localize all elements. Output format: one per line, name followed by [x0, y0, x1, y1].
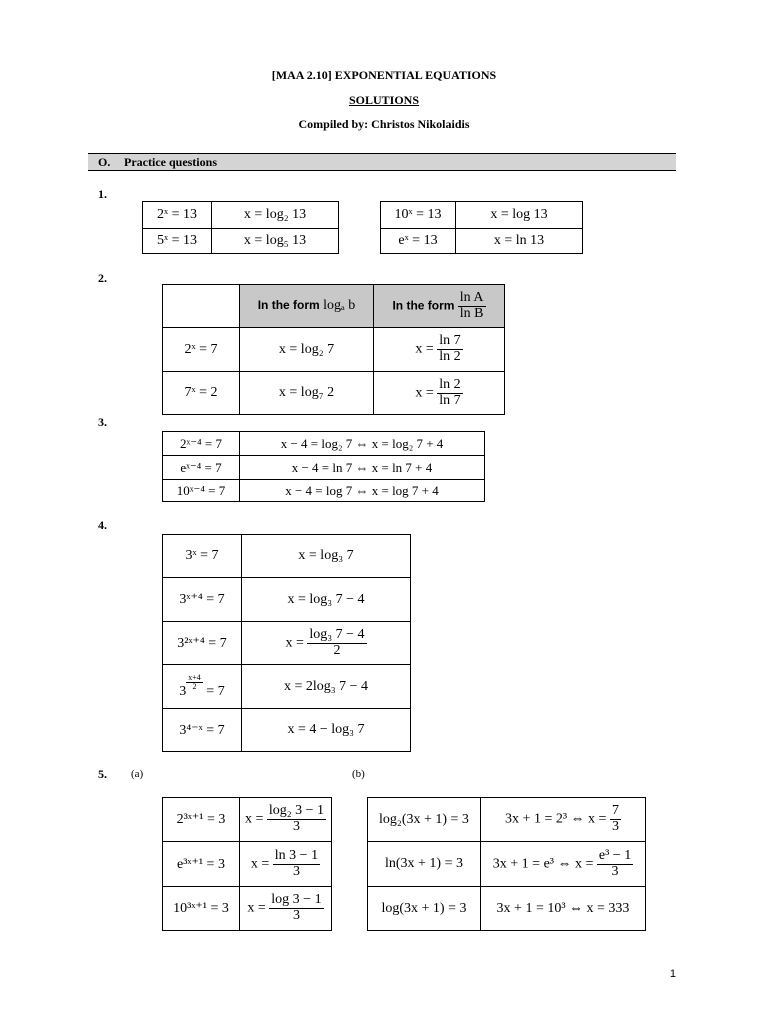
table-row — [163, 622, 411, 665]
equation-cell: eˣ⁻⁴ = 7 — [163, 456, 240, 480]
table-row — [163, 456, 485, 480]
solution-cell: x = log₂ 13 — [212, 202, 339, 229]
empty-header-cell — [163, 285, 240, 328]
question-number-2: 2. — [98, 271, 107, 285]
header-log-form-label: In the form — [257, 298, 320, 312]
solution-fraction-cell — [240, 842, 332, 887]
table-row — [163, 480, 485, 502]
table-row — [368, 842, 646, 887]
fraction-lhs: x = — [250, 856, 270, 872]
page-number: 1 — [669, 968, 676, 980]
solution-cell: x − 4 = log 7 ⇔ x = log 7 + 4 — [240, 480, 485, 502]
fraction-numerator: ln 3 − 1 — [274, 847, 319, 863]
fraction — [437, 334, 462, 364]
table-row — [163, 372, 505, 415]
fraction-denominator: 2 — [186, 682, 203, 691]
header-ln-form — [374, 285, 505, 328]
fraction-denominator: 3 — [267, 819, 326, 835]
solution-cell: x = log₂ 7 — [240, 328, 374, 372]
table-row — [163, 328, 505, 372]
equation-cell: 3ˣ = 7 — [163, 535, 242, 578]
solution-fraction-cell — [374, 372, 505, 415]
fraction-numerator: x+4 — [188, 672, 201, 682]
fraction-denominator: ln B — [459, 305, 484, 321]
question-number-5: 5. — [98, 767, 107, 781]
equation-cell: 10ˣ⁻⁴ = 7 — [163, 480, 240, 502]
fraction-numerator: ln A — [459, 289, 484, 305]
section-header — [88, 153, 676, 171]
table-row — [163, 665, 411, 709]
table-row — [163, 578, 411, 622]
fraction-denominator: 3 — [269, 908, 323, 924]
solution-fraction-cell — [242, 622, 411, 665]
equation-cell: 5ˣ = 13 — [143, 229, 212, 254]
fraction-lhs: x = — [247, 900, 266, 916]
document-title: [MAA 2.10] EXPONENTIAL EQUATIONS — [271, 68, 497, 82]
fraction-denominator: ln 2 — [439, 349, 461, 364]
table-row — [143, 202, 339, 229]
fraction-lhs: x = — [415, 385, 434, 401]
fraction — [597, 849, 633, 879]
solution-cell: x = 2log₃ 7 − 4 — [242, 665, 411, 709]
solution-cell: x = 4 − log₃ 7 — [242, 709, 411, 752]
fractional-exponent-equation — [179, 673, 224, 701]
solution-cell: x = log₅ 13 — [212, 229, 339, 254]
document-subtitle: SOLUTIONS — [348, 93, 420, 107]
fraction-denominator: ln 7 — [439, 392, 461, 408]
power-base: 3 — [179, 683, 187, 699]
fraction-numerator: log₃ 7 − 4 — [309, 626, 365, 642]
equation-cell: ln(3x + 1) = 3 — [368, 842, 481, 887]
table-row — [163, 798, 332, 842]
q3-table — [162, 431, 485, 502]
fraction — [269, 893, 323, 923]
equation-cell: 7ˣ = 2 — [163, 372, 240, 415]
fraction-denominator: 3 — [611, 819, 619, 834]
question-number-4: 4. — [98, 518, 107, 532]
q5b-table — [367, 797, 646, 931]
solution-cell: 3x + 1 = 10³ ⇔ x = 333 — [481, 887, 646, 931]
equation-cell: 10ˣ = 13 — [381, 202, 456, 229]
fraction — [437, 378, 462, 408]
header-log-form — [240, 285, 374, 328]
equation-cell: 3ˣ⁺⁴ = 7 — [163, 578, 242, 622]
fraction — [307, 628, 366, 658]
table-row — [368, 887, 646, 931]
solution-fraction-cell — [481, 798, 646, 842]
q2-table — [162, 284, 505, 415]
table-row — [368, 798, 646, 842]
part-a-label: (a) — [131, 768, 144, 780]
equation-cell: 3²ˣ⁺⁴ = 7 — [163, 622, 242, 665]
solution-cell: x = log₇ 2 — [240, 372, 374, 415]
q4-table — [162, 534, 411, 752]
document-author: Compiled by: Christos Nikolaidis — [298, 117, 470, 131]
equation-cell — [163, 665, 242, 709]
solution-cell: x = ln 13 — [456, 229, 583, 254]
solution-fraction-cell — [240, 887, 332, 931]
solution-cell: x − 4 = ln 7 ⇔ x = ln 7 + 4 — [240, 456, 485, 480]
q1-table-left — [142, 201, 339, 254]
fraction — [610, 804, 621, 834]
table-row — [143, 229, 339, 254]
solution-cell: x = log₃ 7 − 4 — [242, 578, 411, 622]
header-ln-fraction — [458, 291, 486, 321]
solution-cell: x = log 13 — [456, 202, 583, 229]
fraction-lhs: x = — [415, 341, 434, 357]
table-row — [163, 285, 505, 328]
equation-cell: 2ˣ⁻⁴ = 7 — [163, 432, 240, 456]
equation-cell: log(3x + 1) = 3 — [368, 887, 481, 931]
fraction-numerator: e³ − 1 — [598, 847, 632, 863]
equation-cell: eˣ = 13 — [381, 229, 456, 254]
section-number: O. — [98, 155, 111, 169]
fraction-denominator: 3 — [597, 864, 633, 880]
solution-fraction-cell — [374, 328, 505, 372]
question-number-3: 3. — [98, 415, 107, 429]
fraction-lhs: x = — [244, 811, 264, 827]
solution-fraction-cell — [481, 842, 646, 887]
solution-cell: x − 4 = log₂ 7 ⇔ x = log₂ 7 + 4 — [240, 432, 485, 456]
equation-rhs: = 7 — [206, 683, 225, 699]
equation-cell: 3⁴⁻ˣ = 7 — [163, 709, 242, 752]
fraction — [273, 849, 320, 879]
section-label: Practice questions — [124, 155, 217, 169]
fraction-lhs: x = — [285, 635, 304, 651]
header-ln-form-label: In the form — [392, 298, 455, 313]
equation-cell: 2ˣ = 7 — [163, 328, 240, 372]
q5a-table — [162, 797, 332, 931]
fraction-lhs: 3x + 1 = e³ ⇔ x = — [492, 856, 594, 872]
solution-cell: x = log₃ 7 — [242, 535, 411, 578]
table-row — [381, 229, 583, 254]
fraction-numerator: ln 2 — [439, 376, 461, 392]
part-b-label: (b) — [352, 768, 365, 780]
fraction-lhs: 3x + 1 = 2³ ⇔ x = — [505, 811, 607, 827]
fraction-numerator: log₂ 3 − 1 — [268, 803, 325, 819]
equation-cell: e³ˣ⁺¹ = 3 — [163, 842, 240, 887]
fraction-denominator: 3 — [273, 864, 320, 880]
table-row — [163, 432, 485, 456]
fraction-numerator: log 3 − 1 — [271, 892, 322, 908]
fraction-denominator: 2 — [307, 643, 366, 659]
header-log-form-math: logₐ b — [323, 298, 356, 313]
table-row — [163, 709, 411, 752]
equation-cell: 10³ˣ⁺¹ = 3 — [163, 887, 240, 931]
table-row — [163, 887, 332, 931]
solution-fraction-cell — [240, 798, 332, 842]
table-row — [163, 535, 411, 578]
exponent-fraction — [186, 674, 203, 692]
table-row — [381, 202, 583, 229]
q1-table-right — [380, 201, 583, 254]
equation-cell: 2ˣ = 13 — [143, 202, 212, 229]
fraction — [267, 804, 326, 834]
table-row — [163, 842, 332, 887]
fraction-numerator: 7 — [611, 803, 619, 819]
equation-cell: 2³ˣ⁺¹ = 3 — [163, 798, 240, 842]
question-number-1: 1. — [98, 187, 107, 201]
equation-cell: log₂(3x + 1) = 3 — [368, 798, 481, 842]
fraction-numerator: ln 7 — [439, 333, 461, 349]
